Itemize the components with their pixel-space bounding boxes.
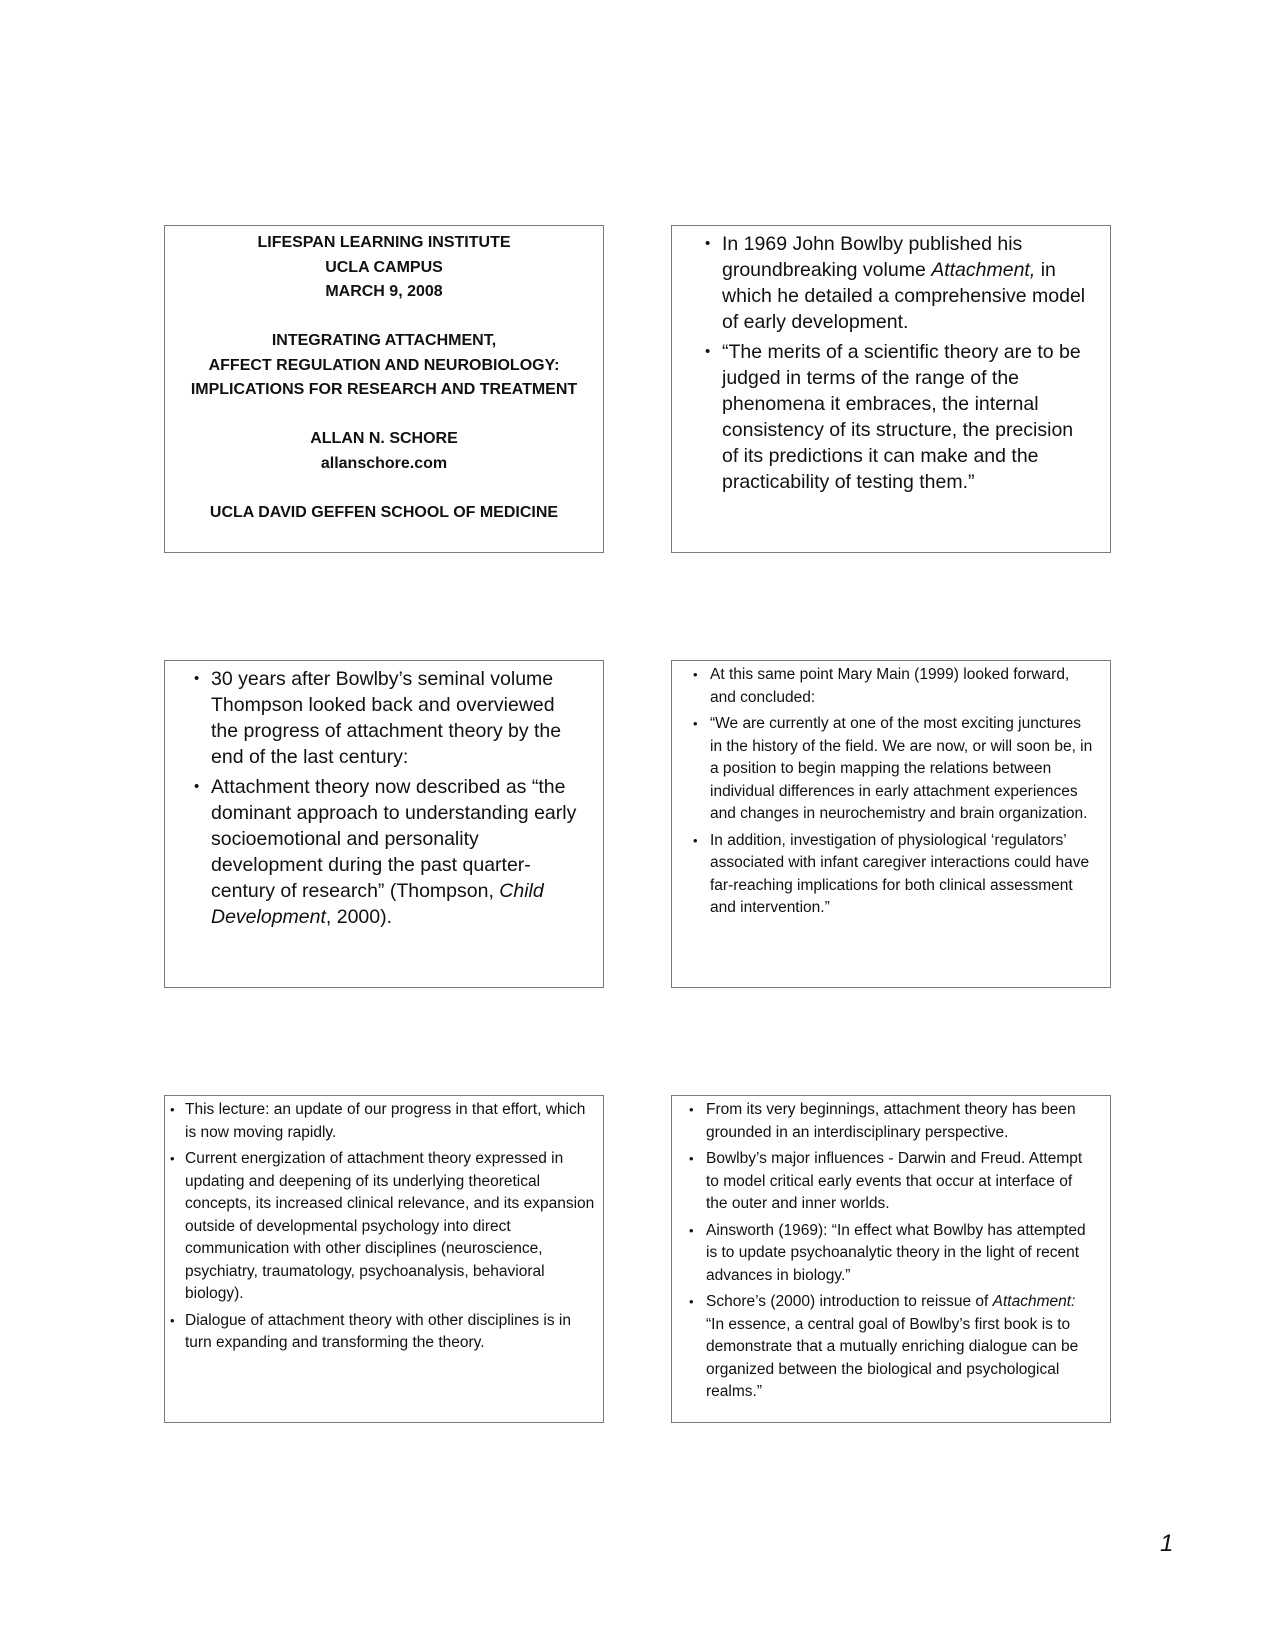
lecture-title-line-3: IMPLICATIONS FOR RESEARCH AND TREATMENT xyxy=(190,381,578,398)
author-name: ALLAN N. SCHORE xyxy=(310,430,458,447)
affiliation: UCLA DAVID GEFFEN SCHOOL OF MEDICINE xyxy=(209,503,559,521)
bullet-item: • In 1969 John Bowlby published his groundbreaking volume Attachment, in which he detailed a comprehensive model of early development. xyxy=(722,231,1090,335)
campus: UCLA CAMPUS xyxy=(325,258,443,276)
bullet-item: • Current energization of attachment theory expressed in updating and deepening of its underlying theoretical concepts, its increased clinical relevance, and its expansion outside of developmental psychology into direct communication with other disciplines (neuroscience, psychiatry, traumatology, psychoanalysis, behavioral biology). xyxy=(185,1148,595,1306)
bullet-item: • In addition, investigation of physiological ‘regulators’ associated with infant caregiver interactions could have far-reaching implications for both clinical assessment and intervention.” xyxy=(710,830,1096,920)
bullet-item: • “We are currently at one of the most exciting junctures in the history of the field. We are now, or will soon be, in a position to begin mapping the relations between individual differences in early attachment experiences and changes in neurochemistry and brain organization. xyxy=(710,713,1096,826)
author-website: allanschore.com xyxy=(320,454,448,472)
slide-4 xyxy=(671,660,1111,988)
bullet-item: • Ainsworth (1969): “In effect what Bowlby has attempted is to update psychoanalytic theory in the light of recent advances in biology.” xyxy=(706,1220,1096,1288)
slide-1-title xyxy=(164,225,604,553)
slide-2 xyxy=(671,225,1111,553)
journal-title: Child Development xyxy=(211,880,544,928)
book-title: Attachment, xyxy=(931,259,1036,281)
bullet-item: • Attachment theory now described as “the dominant approach to understanding early socioemotional and personality development during the past quarter-century of research” (Thompson, Child Development, 2000). xyxy=(211,774,583,930)
bullet-list xyxy=(165,661,603,930)
bullet-list xyxy=(672,1096,1110,1404)
date: MARCH 9, 2008 xyxy=(325,283,443,300)
bullet-item: • At this same point Mary Main (1999) looked forward, and concluded: xyxy=(710,664,1096,709)
bullet-item: • Dialogue of attachment theory with other disciplines is in turn expanding and transforming the theory. xyxy=(185,1310,595,1355)
page-number: 1 xyxy=(1160,1530,1174,1557)
lecture-title-line-2: AFFECT REGULATION AND NEUROBIOLOGY: xyxy=(208,356,560,374)
bullet-item: • 30 years after Bowlby’s seminal volume Thompson looked back and overviewed the progress of attachment theory by the end of the last century: xyxy=(211,666,583,770)
bullet-item: • From its very beginnings, attachment theory has been grounded in an interdisciplinary perspective. xyxy=(706,1099,1096,1144)
institute-name: LIFESPAN LEARNING INSTITUTE xyxy=(257,234,511,251)
slide-3 xyxy=(164,660,604,988)
bullet-item: • This lecture: an update of our progress in that effort, which is now moving rapidly. xyxy=(185,1099,595,1144)
lecture-title-line-1: INTEGRATING ATTACHMENT, xyxy=(271,332,497,349)
bullet-list xyxy=(672,661,1110,920)
bullet-item: • Bowlby’s major influences - Darwin and Freud. Attempt to model critical early events that occur at interface of the outer and inner worlds. xyxy=(706,1148,1096,1216)
bullet-list xyxy=(165,1096,603,1355)
book-title: Attachment: xyxy=(992,1293,1076,1310)
bullet-item: • “The merits of a scientific theory are to be judged in terms of the range of the phenomena it embraces, the internal consistency of its structure, the precision of its predictions it can make and the practicability of testing them.” xyxy=(722,339,1090,495)
bullet-list xyxy=(672,226,1110,495)
bullet-item: • Schore’s (2000) introduction to reissue of Attachment: “In essence, a central goal of Bowlby’s first book is to demonstrate that a mutually enriching dialogue can be organized between the biological and psychological realms.” xyxy=(706,1291,1096,1404)
slide-6 xyxy=(671,1095,1111,1423)
title-block xyxy=(165,226,603,525)
slide-5 xyxy=(164,1095,604,1423)
